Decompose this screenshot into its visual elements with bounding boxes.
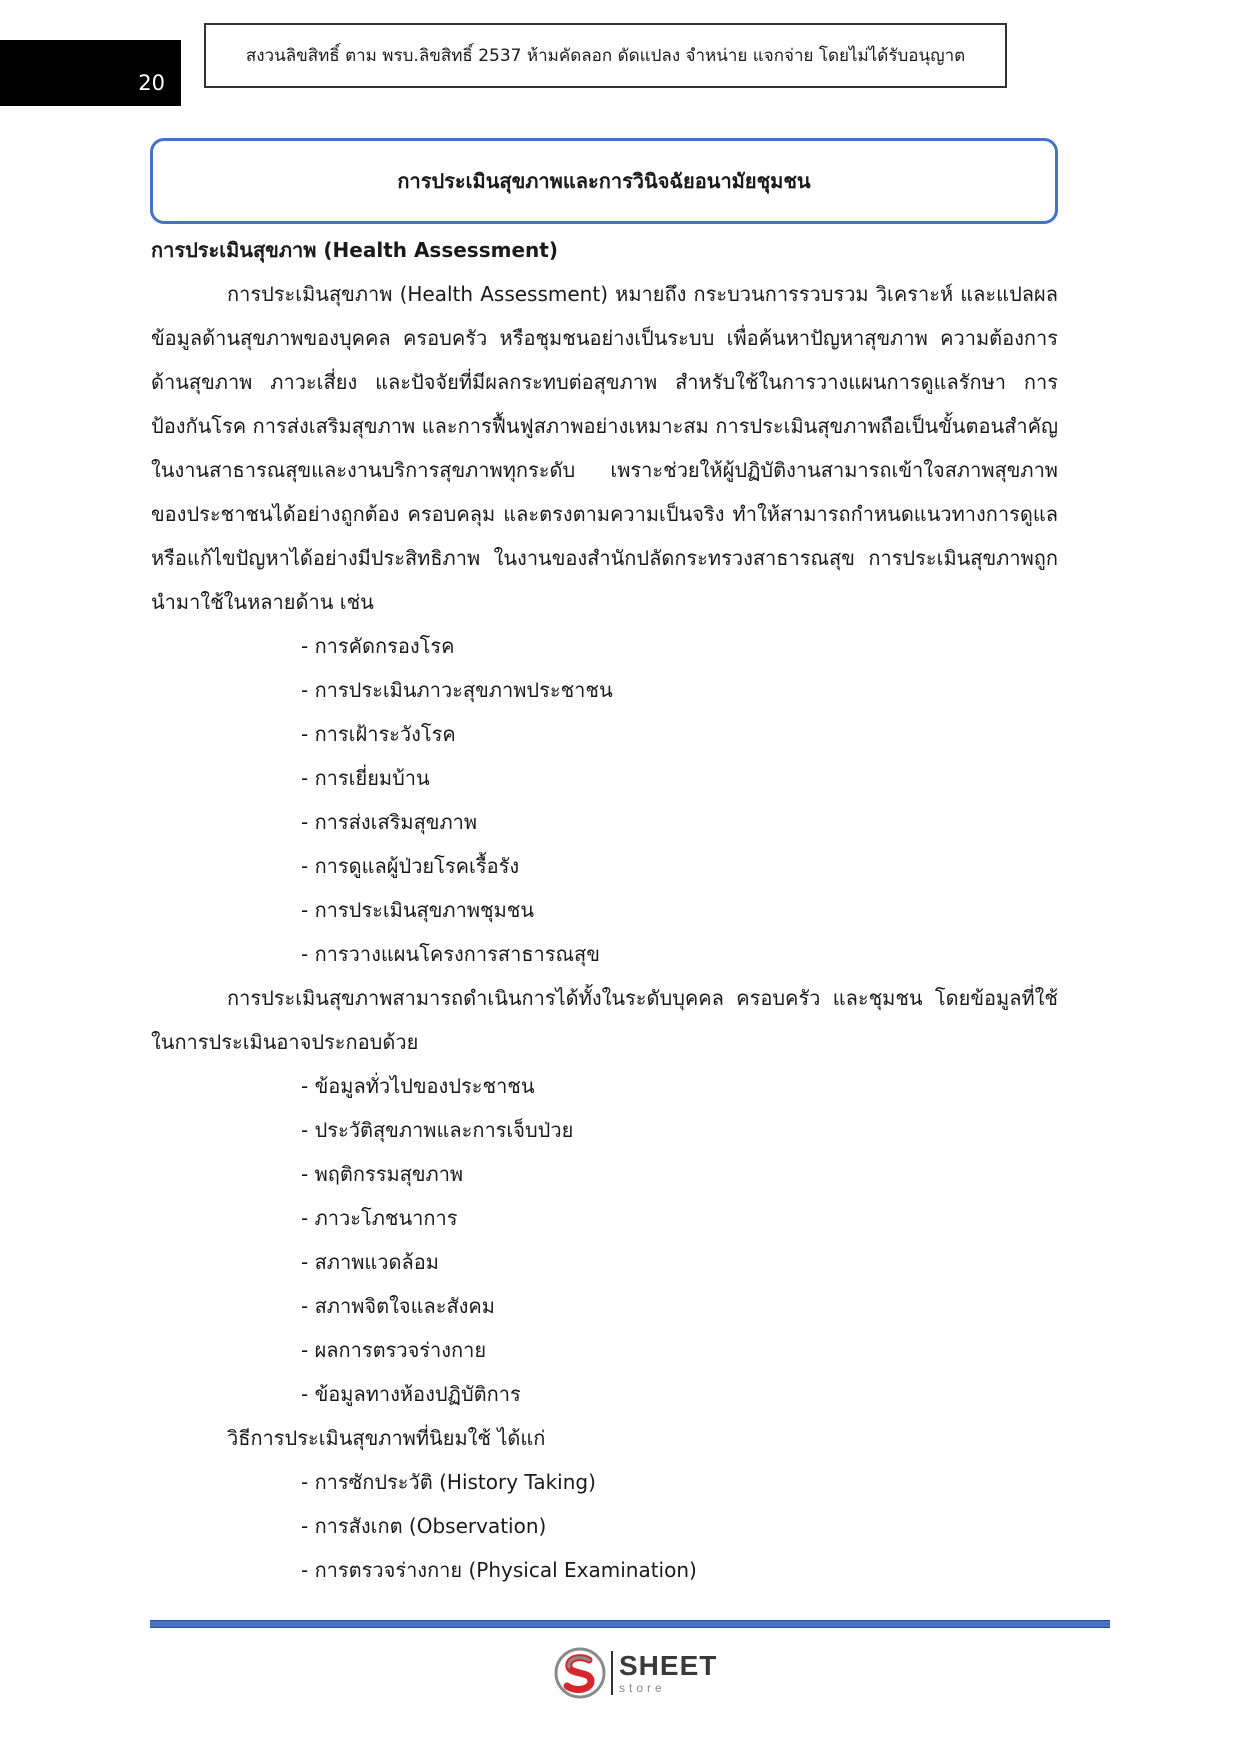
footer-rule: [150, 1620, 1110, 1628]
logo-divider: [611, 1651, 613, 1695]
sheet-store-logo: [553, 1645, 733, 1701]
copyright-notice: สงวนลิขสิทธิ์ ตาม พรบ.ลิขสิทธิ์ 2537 ห้ามคัดลอก ดัดแปลง จำหน่าย แจกจ่าย โดยไม่ได้รับอนุญาต: [245, 46, 966, 66]
list-item: - ผลการตรวจร่างกาย: [301, 1338, 487, 1362]
page-title: การประเมินสุขภาพและการวินิจฉัยอนามัยชุมชน: [397, 169, 811, 193]
page-number: 20: [138, 71, 165, 95]
list-item: - การตรวจร่างกาย (Physical Examination): [301, 1558, 697, 1582]
list-item: - ข้อมูลทางห้องปฏิบัติการ: [301, 1382, 521, 1406]
uses-list: [151, 624, 1058, 976]
list-item: - การเฝ้าระวังโรค: [301, 722, 456, 746]
list-item: - ประวัติสุขภาพและการเจ็บป่วย: [301, 1118, 574, 1142]
list-item: - การดูแลผู้ป่วยโรคเรื้อรัง: [301, 854, 520, 878]
logo-word: SHEET: [619, 1650, 718, 1681]
sheet-store-logo-icon: [553, 1646, 607, 1700]
list-item: - พฤติกรรมสุขภาพ: [301, 1162, 464, 1186]
list-item: - การประเมินสุขภาพชุมชน: [301, 898, 535, 922]
methods-intro: วิธีการประเมินสุขภาพที่นิยมใช้ ได้แก่: [227, 1426, 546, 1450]
list-item: - การสังเกต (Observation): [301, 1514, 547, 1538]
list-item: - สภาพแวดล้อม: [301, 1250, 439, 1274]
list-item: - การคัดกรองโรค: [301, 634, 455, 658]
definition-paragraph: การประเมินสุขภาพ (Health Assessment) หมายถึง กระบวนการรวบรวม วิเคราะห์ และแปลผลข้อมูลด้านสุขภาพของบุคคล ครอบครัว หรือชุมชนอย่างเป็นระบบ เพื่อค้นหาปัญหาสุขภาพ ความต้องการด้านสุขภาพ ภาวะเสี่ยง และปัจจัยที่มีผลกระทบต่อสุขภาพ สำหรับใช้ในการวางแผนการดูแลรักษา การป้องกันโรค การส่งเสริมสุขภาพ และการฟื้นฟูสภาพอย่างเหมาะสม การประเมินสุขภาพถือเป็นขั้นตอนสำคัญในงานสาธารณสุขและงานบริการสุขภาพทุกระดับ เพราะช่วยให้ผู้ปฏิบัติงานสามารถเข้าใจสภาพสุขภาพของประชาชนได้อย่างถูกต้อง ครอบคลุม และตรงตามความเป็นจริง ทำให้สามารถกำหนดแนวทางการดูแลหรือแก้ไขปัญหาได้อย่างมีประสิทธิภาพ ในงานของสำนักปลัดกระทรวงสาธารณสุข การประเมินสุขภาพถูกนำมาใช้ในหลายด้าน เช่น: [151, 282, 1058, 614]
methods-list: [151, 1460, 1058, 1592]
list-item: - ข้อมูลทั่วไปของประชาชน: [301, 1074, 535, 1098]
list-item: - การประเมินภาวะสุขภาพประชาชน: [301, 678, 613, 702]
copyright-notice-box: [204, 23, 1007, 88]
logo-subword: store: [619, 1681, 666, 1695]
list-item: - การซักประวัติ (History Taking): [301, 1470, 596, 1494]
section-heading: การประเมินสุขภาพ (Health Assessment): [151, 238, 558, 262]
logo-wordmark: [619, 1652, 717, 1694]
list-item: - สภาพจิตใจและสังคม: [301, 1294, 495, 1318]
list-item: - ภาวะโภชนาการ: [301, 1206, 458, 1230]
document-body: [151, 228, 1058, 1592]
page-number-block: [0, 40, 181, 106]
list-item: - การวางแผนโครงการสาธารณสุข: [301, 942, 600, 966]
title-box: [150, 138, 1058, 224]
list-item: - การเยี่ยมบ้าน: [301, 766, 430, 790]
list-item: - การส่งเสริมสุขภาพ: [301, 810, 478, 834]
data-paragraph: การประเมินสุขภาพสามารถดำเนินการได้ทั้งในระดับบุคคล ครอบครัว และชุมชน โดยข้อมูลที่ใช้ในการประเมินอาจประกอบด้วย: [151, 986, 1058, 1054]
data-items-list: [151, 1064, 1058, 1416]
